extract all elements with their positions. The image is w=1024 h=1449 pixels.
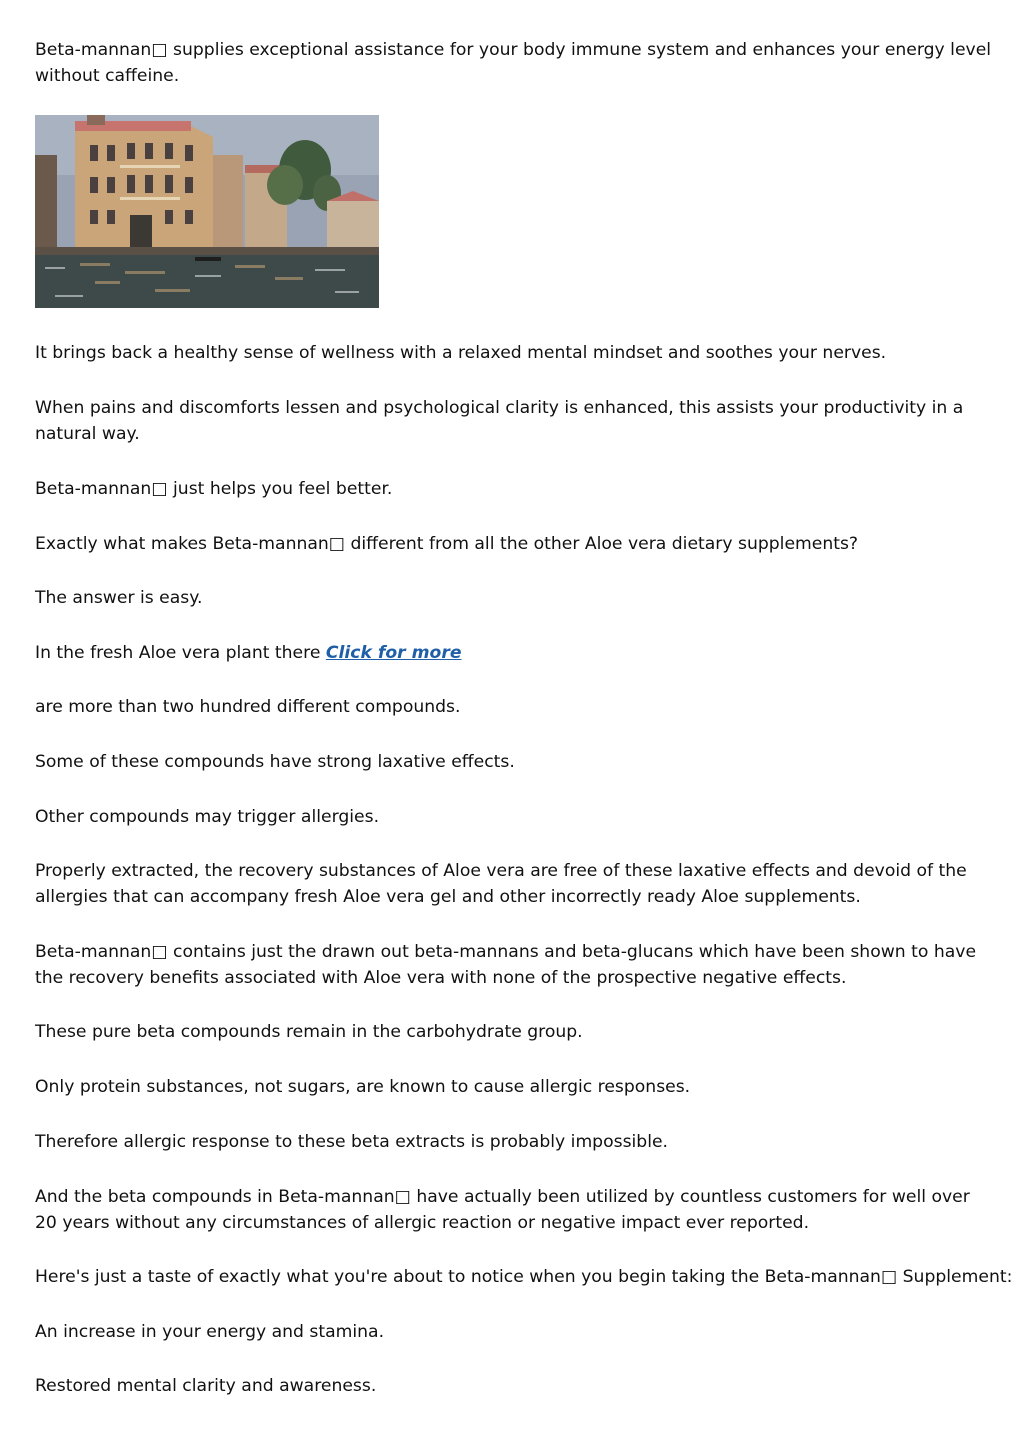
paragraph-8: are more than two hundred different compounds. bbox=[35, 697, 461, 717]
paragraph-5: Exactly what makes Beta-mannan□ different from all the other Aloe vera dietary supplements? bbox=[35, 534, 859, 554]
paragraph-7 bbox=[35, 640, 995, 666]
paragraph-6: The answer is easy. bbox=[35, 588, 203, 608]
painting-image bbox=[35, 115, 379, 308]
paragraph-15: Therefore allergic response to these beta extracts is probably impossible. bbox=[35, 1132, 669, 1152]
paragraph-13: These pure beta compounds remain in the carbohydrate group. bbox=[35, 1022, 583, 1042]
paragraph-12: Beta-mannan□ contains just the drawn out beta-mannans and beta-glucans which have been shown to have the recovery benefits associated with Aloe vera with none of the prospective negative effects. bbox=[35, 942, 977, 988]
paragraph-14: Only protein substances, not sugars, are known to cause allergic responses. bbox=[35, 1077, 691, 1097]
paragraph-4: Beta-mannan□ just helps you feel better. bbox=[35, 479, 393, 499]
paragraph-17: Here's just a taste of exactly what you're about to notice when you begin taking the Beta-mannan□ Supplement: bbox=[35, 1267, 1013, 1287]
paragraph-1: Beta-mannan□ supplies exceptional assistance for your body immune system and enhances your energy level without caffeine. bbox=[35, 40, 992, 86]
paragraph-16: And the beta compounds in Beta-mannan□ have actually been utilized by countless customers for well over 20 years without any circumstances of allergic reaction or negative impact ever reported. bbox=[35, 1187, 970, 1233]
paragraph-9: Some of these compounds have strong laxative effects. bbox=[35, 752, 515, 772]
paragraph-18: An increase in your energy and stamina. bbox=[35, 1322, 385, 1342]
paragraph-7-text: In the fresh Aloe vera plant there bbox=[35, 643, 326, 663]
click-for-more-link[interactable]: Click for more bbox=[325, 643, 462, 663]
paragraph-11: Properly extracted, the recovery substances of Aloe vera are free of these laxative effects and devoid of the allergies that can accompany fresh Aloe vera gel and other incorrectly ready Aloe supplements. bbox=[35, 861, 967, 907]
paragraph-19: Restored mental clarity and awareness. bbox=[35, 1376, 377, 1396]
paragraph-2: It brings back a healthy sense of wellness with a relaxed mental mindset and soothes your nerves. bbox=[35, 343, 887, 363]
paragraph-3: When pains and discomforts lessen and psychological clarity is enhanced, this assists your productivity in a natural way. bbox=[35, 398, 964, 444]
paragraph-10: Other compounds may trigger allergies. bbox=[35, 807, 380, 827]
